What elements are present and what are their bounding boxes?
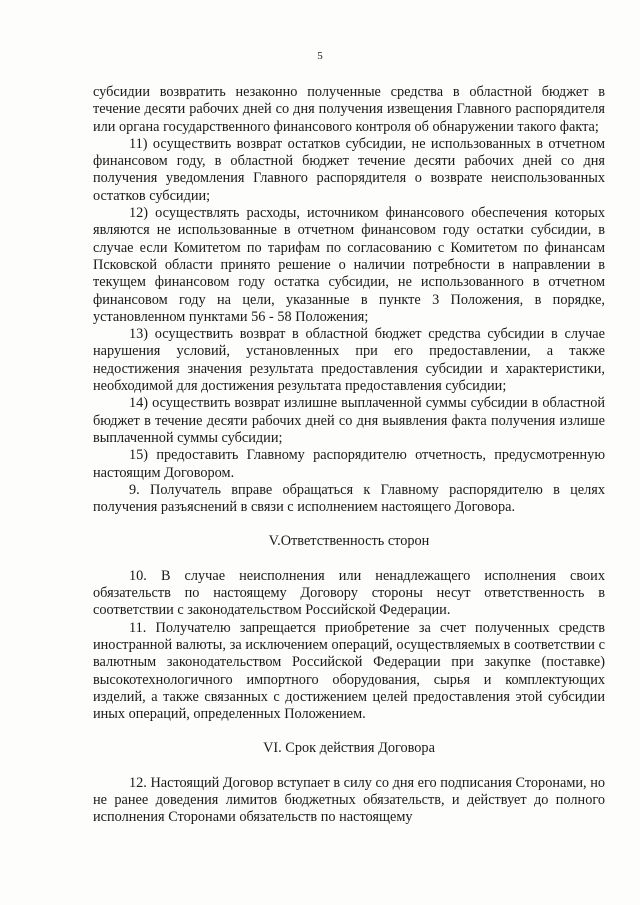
paragraph-clause-10: 10. В случае неисполнения или ненадлежащего исполнения своих обязательств по настоящему Договору стороны несут ответственность в соответствии с законодательством Российской Федерации.	[93, 567, 605, 619]
section-heading-term: VI. Срок действия Договора	[263, 740, 435, 757]
paragraph-clause-12: 12. Настоящий Договор вступает в силу со дня его подписания Сторонами, но не ранее доведения лимитов бюджетных обязательств, и действует до полного исполнения Сторонами обязательств по настоящему	[93, 774, 605, 826]
paragraph-item-15: 15) предоставить Главному распорядителю отчетность, предусмотренную настоящим Договором.	[93, 447, 605, 481]
page-number: 5	[317, 50, 323, 62]
paragraph-item-12: 12) осуществлять расходы, источником финансового обеспечения которых являются не использованные в отчетном финансовом году остатки субсидии, в случае если Комитетом по тарифам по согласованию с Комитетом по финансам Псковской области принято решение о наличии потребности в направлении в текущем финансовом году остатка субсидии, не использованного в отчетном финансовом году на цели, указанные в пункте 3 Положения, в порядке, установленном пунктами 56 - 58 Положения;	[93, 205, 605, 325]
paragraph-item-14: 14) осуществить возврат излишне выплаченной суммы субсидии в областной бюджет в течение десяти рабочих дней со дня выявления факта получения излише выплаченной суммы субсидии;	[93, 395, 605, 446]
document-body	[93, 84, 605, 827]
paragraph-item-13: 13) осуществить возврат в областной бюджет средства субсидии в случае нарушения условий, установленных при его предоставлении, а также недостижения значения результата предоставления субсидии и характеристики, необходимой для достижения результата предоставления субсидии;	[93, 326, 605, 395]
section-heading-responsibility: V.Ответственность сторон	[268, 533, 430, 550]
paragraph-clause-9: 9. Получатель вправе обращаться к Главному распорядителю в целях получения разъяснений в связи с исполнением настоящего Договора.	[93, 481, 605, 516]
paragraph-clause-11: 11. Получателю запрещается приобретение за счет полученных средств иностранной валюты, за исключением операций, осуществляемых в соответствии с валютным законодательством Российской Федерации при закупке (поставке) высокотехнологичного импортного оборудования, сырья и комплектующих изделий, а также связанных с достижением целей предоставления этой субсидии иных операций, определенных Положением.	[93, 619, 605, 723]
paragraph-item-11: 11) осуществить возврат остатков субсидии, не использованных в отчетном финансовом году, в областной бюджет течение десяти рабочих дней со дня получения уведомления Главного распорядителя о возврате неиспользованных остатков субсидии;	[93, 135, 605, 204]
paragraph-subsidy-return-continuation: субсидии возвратить незаконно полученные средства в областной бюджет в течение десяти рабочих дней со дня получения извещения Главного распорядителя или органа государственного финансового контроля об обнаружении такого факта;	[93, 84, 605, 135]
